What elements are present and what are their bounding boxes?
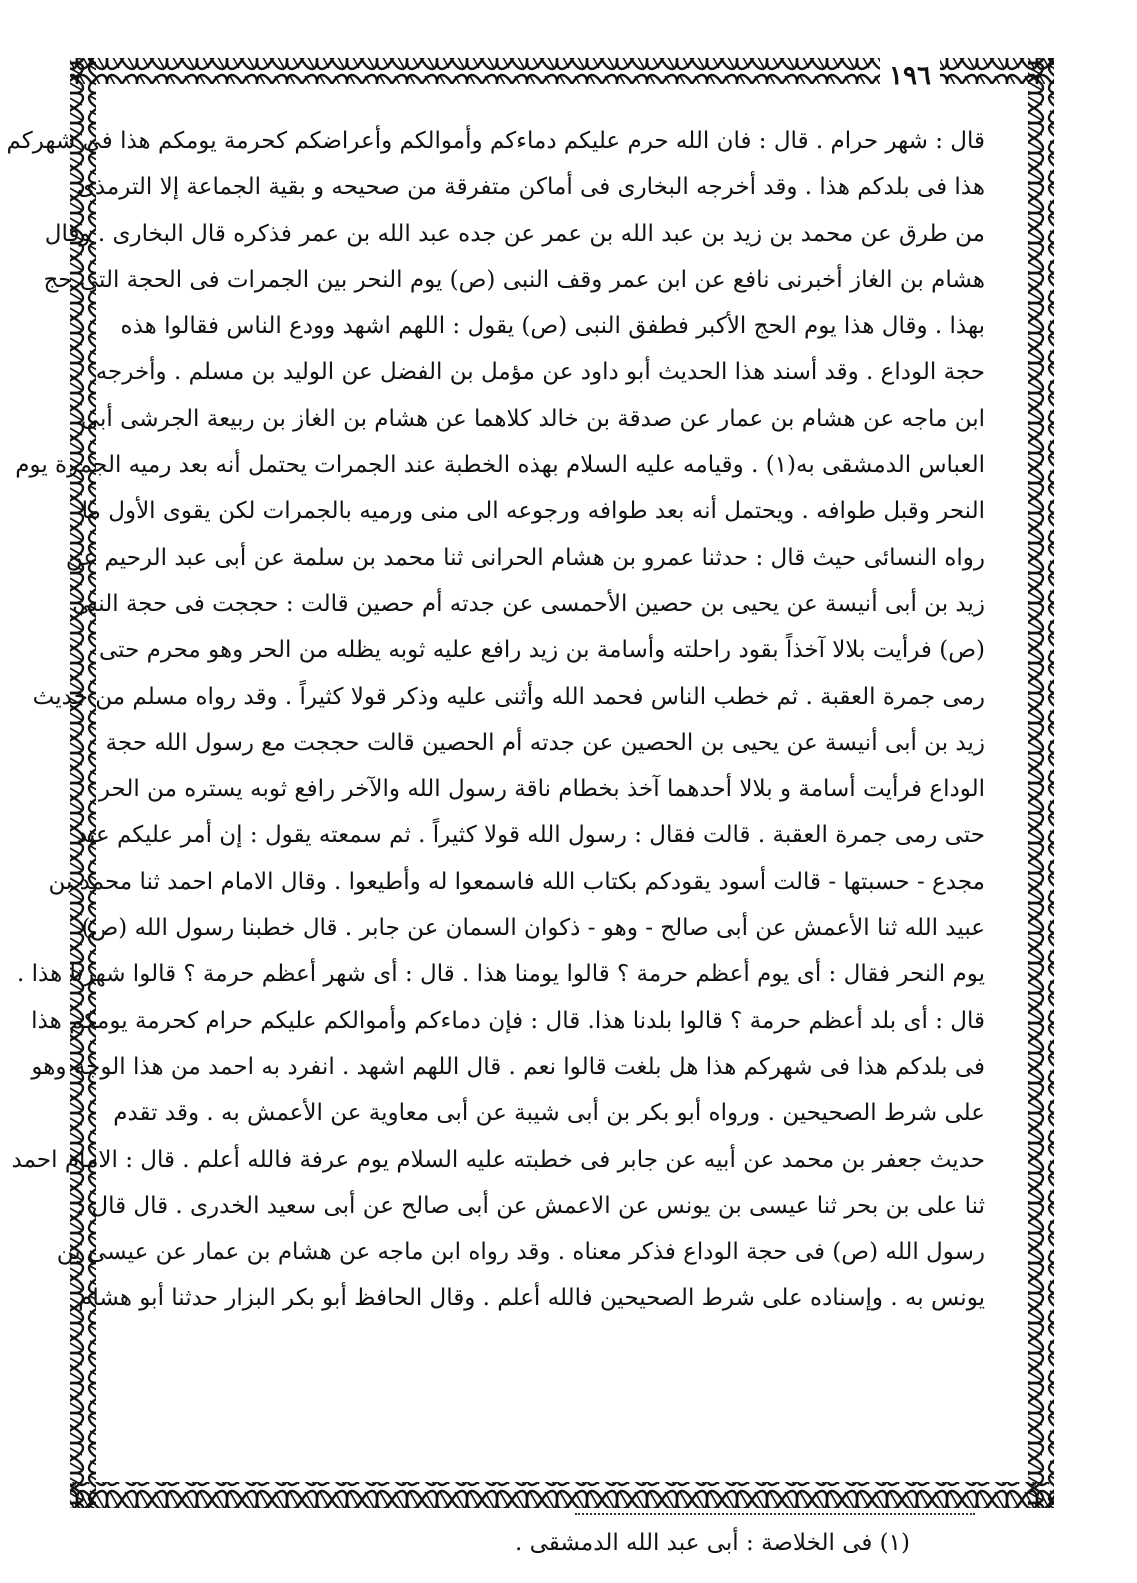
text-line: زيد بن أبى أنيسة عن يحيى بن الحصين عن جدته أم الحصين قالت حججت مع رسول الله حجة: [105, 729, 985, 756]
text-line: هذا فى بلدكم هذا . وقد أخرجه البخارى فى أماكن متفرقة من صحيحه و بقية الجماعة إلا الترمذى: [76, 174, 985, 201]
text-line: رواه النسائى حيث قال : حدثنا عمرو بن هشام الحرانى ثنا محمد بن سلمة عن أبى عبد الرحيم عن: [65, 544, 985, 571]
text-line: فى بلدكم هذا فى شهركم هذا هل بلغت قالوا نعم . قال اللهم اشهد . انفرد به احمد من هذا الوجه وهو: [31, 1053, 985, 1080]
text-line: على شرط الصحيحين . ورواه أبو بكر بن أبى شيبة عن أبى معاوية عن الأعمش به . وقد تقدم: [113, 1100, 985, 1127]
text-line: حتى رمى جمرة العقبة . قالت فقال : رسول الله قولا كثيراً . ثم سمعته يقول : إن أمر عليكم عبد: [76, 822, 985, 849]
text-line: هشام بن الغاز أخبرنى نافع عن ابن عمر وقف النبى (ص) يوم النحر بين الجمرات فى الحجة التى حج: [43, 266, 985, 293]
page-number: ١٩٦: [880, 56, 940, 96]
text-line: عبيد الله ثنا الأعمش عن أبى صالح - وهو - ذكوان السمان عن جابر . قال خطبنا رسول الله (ص): [81, 915, 985, 942]
text-line: قال : أى بلد أعظم حرمة ؟ قالوا بلدنا هذا. قال : فإن دماءكم وأموالكم عليكم حرام كحرمة يومكم هذا: [31, 1007, 985, 1034]
text-line: ابن ماجه عن هشام بن عمار عن صدقة بن خالد كلاهما عن هشام بن الغاز بن ربيعة الجرشى أبى: [80, 405, 985, 432]
text-line: الوداع فرأيت أسامة و بلالا أحدهما آخذ بخطام ناقة رسول الله والآخر رافع ثوبه يستره من الحر: [98, 776, 985, 803]
text-line: من طرق عن محمد بن زيد بن عبد الله بن عمر عن جده عبد الله بن عمر فذكره قال البخارى . وقال: [44, 220, 985, 247]
text-line: رسول الله (ص) فى حجة الوداع فذكر معناه . وقد رواه ابن ماجه عن هشام بن عمار عن عيسى بن: [56, 1239, 985, 1266]
text-line: النحر وقبل طوافه . ويحتمل أنه بعد طوافه ورجوعه الى منى ورميه بالجمرات لكن يقوى الأول ما: [81, 498, 985, 525]
text-line: يوم النحر فقال : أى يوم أعظم حرمة ؟ قالوا يومنا هذا . قال : أى شهر أعظم حرمة ؟ قالوا شهرنا هذا .: [17, 961, 985, 988]
text-line: العباس الدمشقى به(١) . وقيامه عليه السلام بهذه الخطبة عند الجمرات يحتمل أنه بعد رميه الجمرة يوم: [15, 452, 985, 479]
text-line: (ص) فرأيت بلالا آخذاً بقود راحلته وأسامة بن زيد رافع عليه ثوبه يظله من الحر وهو محرم حتى: [99, 637, 985, 664]
text-line: بهذا . وقال هذا يوم الحج الأكبر فطفق النبى (ص) يقول : اللهم اشهد وودع الناس فقالوا هذه: [120, 313, 985, 340]
text-line: حديث جعفر بن محمد عن أبيه عن جابر فى خطبته عليه السلام يوم عرفة فالله أعلم . قال : الامام احمد: [11, 1146, 985, 1173]
body-text: [6, 118, 985, 1322]
text-line: حجة الوداع . وقد أسند هذا الحديث أبو داود عن مؤمل بن الفضل عن الوليد بن مسلم . وأخرجه: [95, 359, 985, 386]
text-line: ثنا على بن بحر ثنا عيسى بن يونس عن الاعمش عن أبى صالح عن أبى سعيد الخدرى . قال قال :: [76, 1192, 985, 1219]
text-line: يونس به . وإسناده على شرط الصحيحين فالله أعلم . وقال الحافظ أبو بكر البزار حدثنا أبو هشام: [78, 1285, 985, 1312]
text-line: قال : شهر حرام . قال : فان الله حرم عليكم دماءكم وأموالكم وأعراضكم كحرمة يومكم هذا فى شهركم: [6, 128, 985, 154]
text-line: مجدع - حسبتها - قالت أسود يقودكم بكتاب الله فاسمعوا له وأطيعوا . وقال الامام احمد ثنا محمد بن: [48, 868, 985, 895]
footnote: (١) فى الخلاصة : أبى عبد الله الدمشقى .: [514, 1530, 910, 1556]
text-line: رمى جمرة العقبة . ثم خطب الناس فحمد الله وأثنى عليه وذكر قولا كثيراً . وقد رواه مسلم من حديث: [32, 683, 985, 710]
footnote-divider: [575, 1513, 975, 1515]
text-line: زيد بن أبى أنيسة عن يحيى بن حصين الأحمسى عن جدته أم حصين قالت : حججت فى حجة النبى: [72, 590, 985, 617]
